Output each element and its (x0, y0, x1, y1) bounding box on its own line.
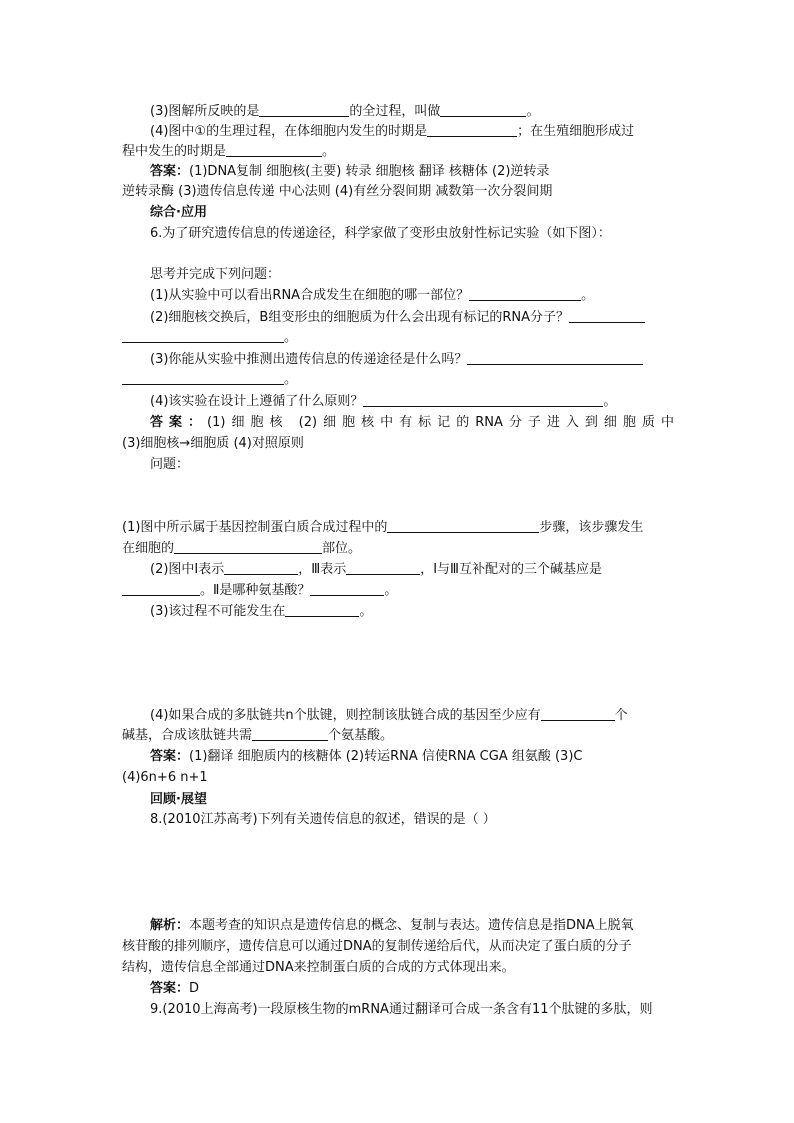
q6-stem: 6.为了研究遗传信息的传递途径，科学家做了变形虫放射性标记实验（如下图）： (150, 226, 611, 241)
answer-blank (440, 102, 526, 117)
answer-blank (427, 122, 517, 137)
answer-blank (469, 286, 581, 301)
q5-part4-line2: 程中发生的时期是 。 (122, 144, 336, 159)
q8-analysis-line2: 核苷酸的排列顺序，遗传信息可以通过DNA的复制传递给后代，从而决定了蛋白质的分子 (122, 939, 632, 954)
answer-blank (346, 560, 420, 575)
section-heading-comprehensive: 综合·应用 (150, 205, 207, 220)
answer-blank (224, 560, 298, 575)
answer-blank (363, 392, 603, 407)
q6-part3-line1: (3)你能从实验中推测出遗传信息的传递途径是什么吗？ (150, 350, 674, 370)
answer-label: 答案： (150, 749, 190, 764)
q5-part4-text: (4)图中①的生理过程，在体细胞内发生的时期是 (150, 124, 428, 139)
answer-blank (259, 102, 349, 117)
q7-part4-line1: (4)如果合成的多肽链共n个肽键，则控制该肽链合成的基因至少应有 个 (150, 708, 628, 723)
answer-blank (387, 518, 539, 533)
q7-stem-tail: 问题： (150, 457, 190, 472)
q6-part2-line1: (2)细胞核交换后，B组变形虫的细胞质为什么会出现有标记的RNA分子？ (150, 308, 674, 328)
q6-intro: 思考并完成下列问题： (150, 267, 281, 282)
q6-part3-line2: 。 (122, 370, 674, 390)
answer-blank (541, 706, 615, 721)
answer-blank (174, 539, 322, 554)
answer-blank (122, 328, 284, 343)
q5-part3-mid: 的全过程，叫做 (349, 104, 441, 119)
q8-analysis-line3: 结构，遗传信息全部通过DNA来控制蛋白质的合成的方式体现出来。 (122, 960, 515, 975)
answer-blank (122, 581, 200, 596)
answer-blank (226, 142, 322, 157)
q7-part2-line2: 。Ⅱ是哪种氨基酸？ 。 (122, 581, 674, 601)
answer-blank (252, 726, 328, 741)
q7-part4-line2: 碱基，合成该肽链共需 个氨基酸。 (122, 728, 394, 743)
q8-stem: 8.(2010江苏高考)下列有关遗传信息的叙述，错误的是（ ） (150, 812, 496, 827)
q6-answer-line2: (3)细胞核→细胞质 (4)对照原则 (122, 436, 304, 451)
answer-label: 答案： (150, 981, 190, 996)
q7-answer-line1: 答案：(1)翻译 细胞质内的核糖体 (2)转运RNA 信使RNA CGA 组氨酸 (3)C (150, 749, 583, 764)
q5-part3: (3)图解所反映的是 的全过程，叫做 。 (150, 104, 540, 119)
answer-blank (310, 581, 384, 596)
q5-part3-text: (3)图解所反映的是 (150, 104, 260, 119)
q7-part2-line1: (2)图中Ⅰ表示 ，Ⅲ表示 ，Ⅰ与Ⅲ互补配对的三个碱基应是 (150, 562, 603, 577)
q6-part4: (4)该实验在设计上遵循了什么原则？ 。 (150, 394, 617, 409)
answer-blank (467, 350, 643, 365)
section-heading-review: 回顾·展望 (150, 792, 207, 807)
q5-part4-line1: (4)图中①的生理过程，在体细胞内发生的时期是 ；在生殖细胞形成过 (150, 124, 635, 139)
answer-blank (122, 370, 284, 385)
analysis-label: 解析： (150, 918, 190, 933)
q6-part2-line2: 。 (122, 328, 674, 348)
answer-blank (285, 602, 359, 617)
q8-analysis-line1: 解析：本题考查的知识点是遗传信息的概念、复制与表达。遗传信息是指DNA上脱氧 (150, 918, 634, 933)
answer-label: 答案： (150, 415, 208, 430)
q5-answer-line2: 逆转录酶 (3)遗传信息传递 中心法则 (4)有丝分裂间期 减数第一次分裂间期 (122, 184, 553, 199)
answer-label: 答案： (150, 164, 190, 179)
q6-part1: (1)从实验中可以看出RNA合成发生在细胞的哪一部位？ 。 (150, 288, 595, 303)
q7-part1-line1: (1)图中所示属于基因控制蛋白质合成过程中的 步骤，该步骤发生 (122, 520, 644, 535)
q7-part3: (3)该过程不可能发生在 。 (150, 604, 373, 619)
q8-answer: 答案：D (150, 981, 200, 996)
q6-answer-line1: 答案：(1)细胞核 (2)细胞核中有标记的RNA分子进入到细胞质中 (150, 415, 674, 430)
answer-blank (569, 308, 645, 323)
q7-part1-line2: 在细胞的 部位。 (122, 541, 362, 556)
q7-answer-line2: (4)6n+6 n+1 (122, 770, 208, 785)
q9-stem: 9.(2010上海高考)一段原核生物的mRNA通过翻译可合成一条含有11个肽键的多肽，则 (150, 1002, 653, 1017)
q5-answer-line1: 答案：(1)DNA复制 细胞核(主要) 转录 细胞核 翻译 核糖体 (2)逆转录 (150, 164, 550, 179)
